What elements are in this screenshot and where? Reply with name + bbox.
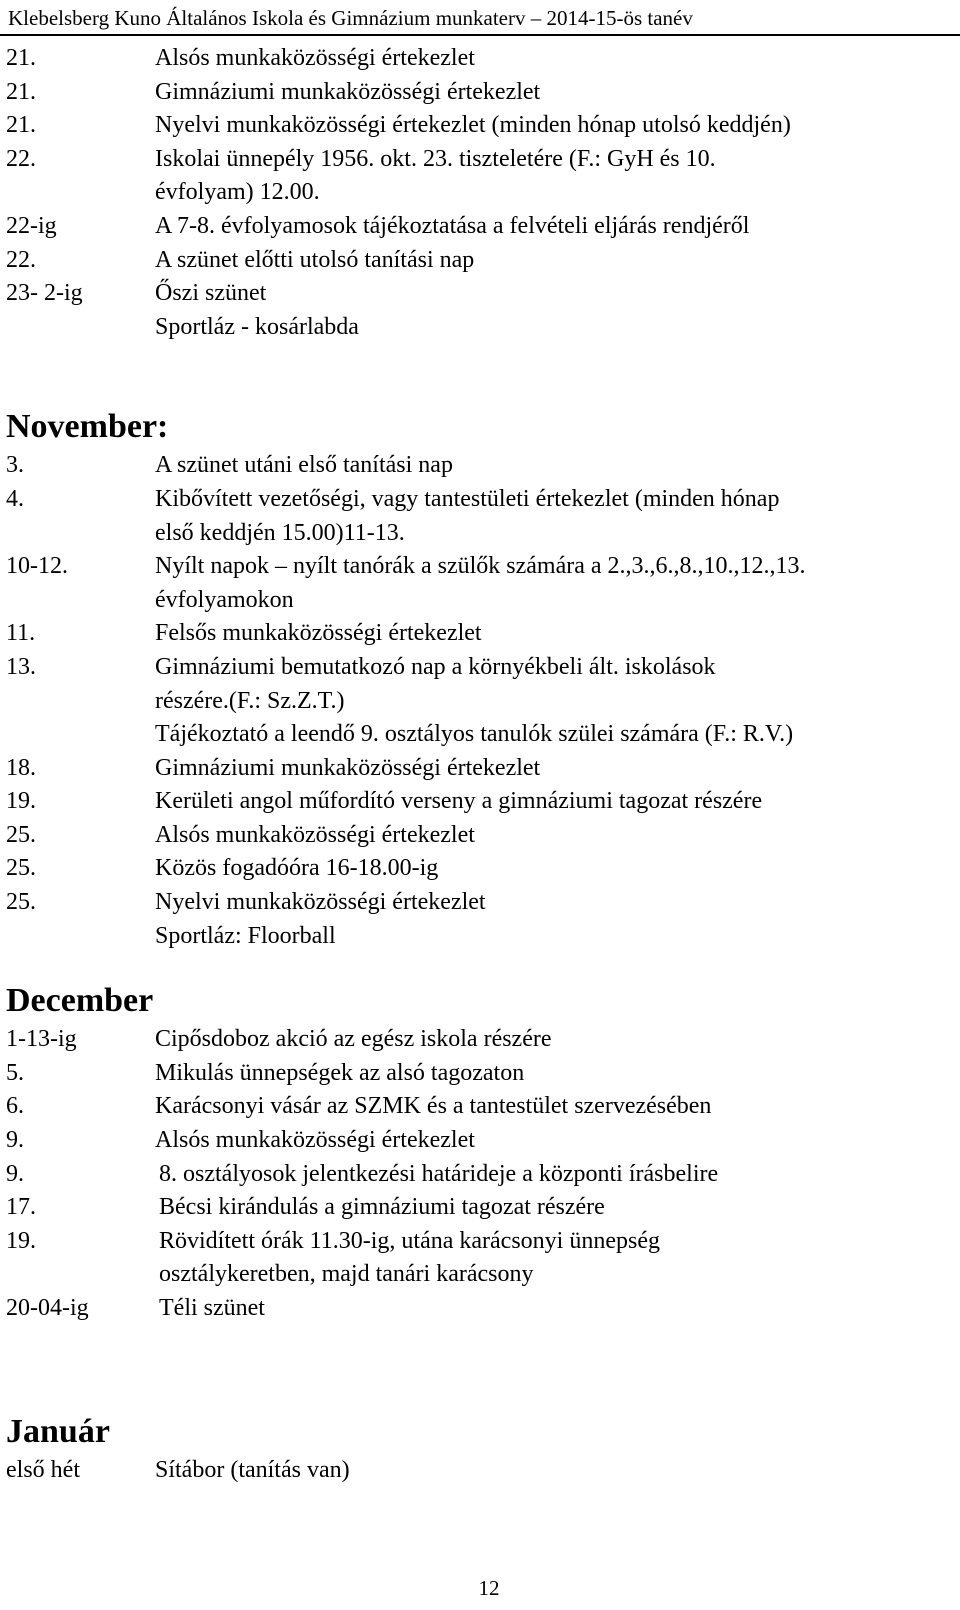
schedule-text: évfolyamokon	[155, 586, 294, 613]
schedule-date: 1-13-ig	[6, 1026, 77, 1053]
schedule-text: Iskolai ünnepély 1956. okt. 23. tiszteletére (F.: GyH és 10.	[155, 145, 716, 172]
schedule-date	[6, 920, 155, 954]
page-footer	[0, 1576, 960, 1601]
schedule-row	[6, 1124, 946, 1158]
schedule-row	[6, 1258, 946, 1292]
schedule-text: Tájékoztató a leendő 9. osztályos tanulók szülei számára (F.: R.V.)	[155, 721, 794, 748]
schedule-date	[6, 176, 155, 210]
schedule-date: 11.	[6, 620, 36, 647]
schedule-row	[6, 1191, 946, 1225]
schedule-text: Gimnáziumi bemutatkozó nap a környékbeli ált. iskolások	[155, 653, 716, 680]
schedule-text: Kerületi angol műfordító verseny a gimnáziumi tagozat részére	[155, 788, 763, 815]
november-heading: November:	[6, 408, 169, 446]
schedule-date	[6, 1258, 155, 1292]
schedule-date: 10-12.	[6, 553, 68, 580]
schedule-date: 21.	[6, 45, 36, 71]
schedule-text: Alsós munkaközösségi értekezlet	[155, 45, 475, 71]
schedule-text: Nyelvi munkaközösségi értekezlet	[155, 889, 486, 916]
schedule-row	[6, 143, 946, 177]
schedule-date: 25.	[6, 889, 36, 916]
schedule-text: Nyelvi munkaközösségi értekezlet (minden hónap utolsó keddjén)	[155, 112, 791, 139]
schedule-text: Gimnáziumi munkaközösségi értekezlet	[155, 754, 541, 781]
schedule-date	[6, 517, 155, 551]
schedule-row	[6, 42, 946, 76]
december-heading: December	[6, 982, 154, 1020]
schedule-row	[6, 920, 946, 954]
schedule-date: 25.	[6, 821, 36, 848]
schedule-date: 19.	[6, 788, 36, 815]
schedule-date: 19.	[6, 1227, 36, 1254]
november-list	[6, 449, 946, 953]
schedule-row	[6, 311, 946, 345]
schedule-row	[6, 244, 946, 278]
schedule-row	[6, 1090, 946, 1124]
schedule-text: Kibővített vezetőségi, vagy tantestületi értekezlet (minden hónap	[155, 485, 780, 512]
schedule-date: 6.	[6, 1093, 24, 1120]
schedule-text: Sportláz - kosárlabda	[155, 313, 359, 340]
schedule-date: 21.	[6, 78, 36, 105]
schedule-date: 22.	[6, 246, 36, 273]
schedule-row	[6, 517, 946, 551]
schedule-row	[6, 449, 946, 483]
page-number: 12	[478, 1576, 500, 1600]
schedule-date: 4.	[6, 485, 24, 512]
schedule-text: Alsós munkaközösségi értekezlet	[155, 821, 475, 848]
schedule-row	[6, 109, 946, 143]
schedule-date: 22.	[6, 145, 36, 172]
december-list	[6, 1023, 946, 1325]
schedule-row	[6, 1225, 946, 1259]
schedule-date: 22-ig	[6, 212, 57, 239]
schedule-text: A szünet előtti utolsó tanítási nap	[155, 246, 475, 273]
schedule-row	[6, 176, 946, 210]
schedule-date	[6, 584, 155, 618]
schedule-text: évfolyam) 12.00.	[155, 179, 320, 206]
schedule-date: 23- 2-ig	[6, 280, 83, 307]
schedule-row	[6, 685, 946, 719]
schedule-row	[6, 718, 946, 752]
schedule-text: Közös fogadóóra 16-18.00-ig	[155, 855, 439, 882]
schedule-text: Mikulás ünnepségek az alsó tagozaton	[155, 1059, 525, 1086]
schedule-text: Bécsi kirándulás a gimnáziumi tagozat részére	[159, 1194, 605, 1221]
schedule-text: Felsős munkaközösségi értekezlet	[155, 620, 482, 647]
schedule-text: A 7-8. évfolyamosok tájékoztatása a felvételi eljárás rendjéről	[155, 212, 750, 239]
schedule-text: 8. osztályosok jelentkezési határideje a központi írásbelire	[159, 1160, 719, 1187]
schedule-date: első hét	[6, 1456, 80, 1483]
schedule-text: részére.(F.: Sz.Z.T.)	[155, 687, 345, 714]
schedule-text: Alsós munkaközösségi értekezlet	[155, 1127, 475, 1154]
schedule-text: Nyílt napok – nyílt tanórák a szülők számára a 2.,3.,6.,8.,10.,12.,13.	[155, 553, 806, 580]
schedule-row	[6, 819, 946, 853]
schedule-row	[6, 752, 946, 786]
schedule-row	[6, 1158, 946, 1192]
schedule-text: Sportláz: Floorball	[155, 922, 336, 949]
schedule-date: 18.	[6, 754, 36, 781]
schedule-row	[6, 1292, 946, 1326]
schedule-text: Téli szünet	[159, 1295, 265, 1321]
october-list	[6, 42, 946, 344]
schedule-row	[6, 886, 946, 920]
schedule-row	[6, 852, 946, 886]
schedule-row	[6, 1057, 946, 1091]
schedule-row	[6, 1023, 946, 1057]
schedule-date: 3.	[6, 452, 24, 479]
schedule-date: 17.	[6, 1194, 36, 1221]
page-header	[0, 0, 960, 36]
schedule-date: 21.	[6, 112, 36, 139]
schedule-row	[6, 584, 946, 618]
schedule-date	[6, 685, 155, 719]
schedule-text: Sítábor (tanítás van)	[155, 1456, 350, 1483]
schedule-row	[6, 483, 946, 517]
schedule-row	[6, 651, 946, 685]
schedule-text: Őszi szünet	[155, 280, 267, 307]
schedule-row	[6, 617, 946, 651]
schedule-text: Gimnáziumi munkaközösségi értekezlet	[155, 78, 541, 105]
schedule-row	[6, 76, 946, 110]
schedule-text: Rövidített órák 11.30-ig, utána karácsonyi ünnepség	[159, 1227, 660, 1254]
header-title: Klebelsberg Kuno Általános Iskola és Gimnázium munkaterv – 2014-15-ös tanév	[8, 6, 693, 30]
january-heading: Január	[6, 1412, 110, 1450]
schedule-text: Cipősdoboz akció az egész iskola részére	[155, 1026, 552, 1053]
schedule-text: osztálykeretben, majd tanári karácsony	[159, 1261, 534, 1288]
schedule-date: 13.	[6, 653, 36, 680]
schedule-date	[6, 718, 155, 752]
schedule-date: 20-04-ig	[6, 1295, 89, 1321]
schedule-row	[6, 210, 946, 244]
january-list	[6, 1454, 946, 1488]
schedule-text: A szünet utáni első tanítási nap	[155, 452, 453, 479]
schedule-date: 9.	[6, 1160, 24, 1187]
schedule-date: 9.	[6, 1127, 24, 1154]
schedule-row	[6, 1454, 946, 1488]
schedule-row	[6, 785, 946, 819]
document-body	[6, 42, 946, 1487]
schedule-date	[6, 311, 155, 345]
schedule-text: első keddjén 15.00)11-13.	[155, 519, 405, 546]
schedule-date: 25.	[6, 855, 36, 882]
schedule-row	[6, 550, 946, 584]
schedule-row	[6, 277, 946, 311]
schedule-date: 5.	[6, 1059, 24, 1086]
schedule-text: Karácsonyi vásár az SZMK és a tantestület szervezésében	[155, 1093, 712, 1120]
